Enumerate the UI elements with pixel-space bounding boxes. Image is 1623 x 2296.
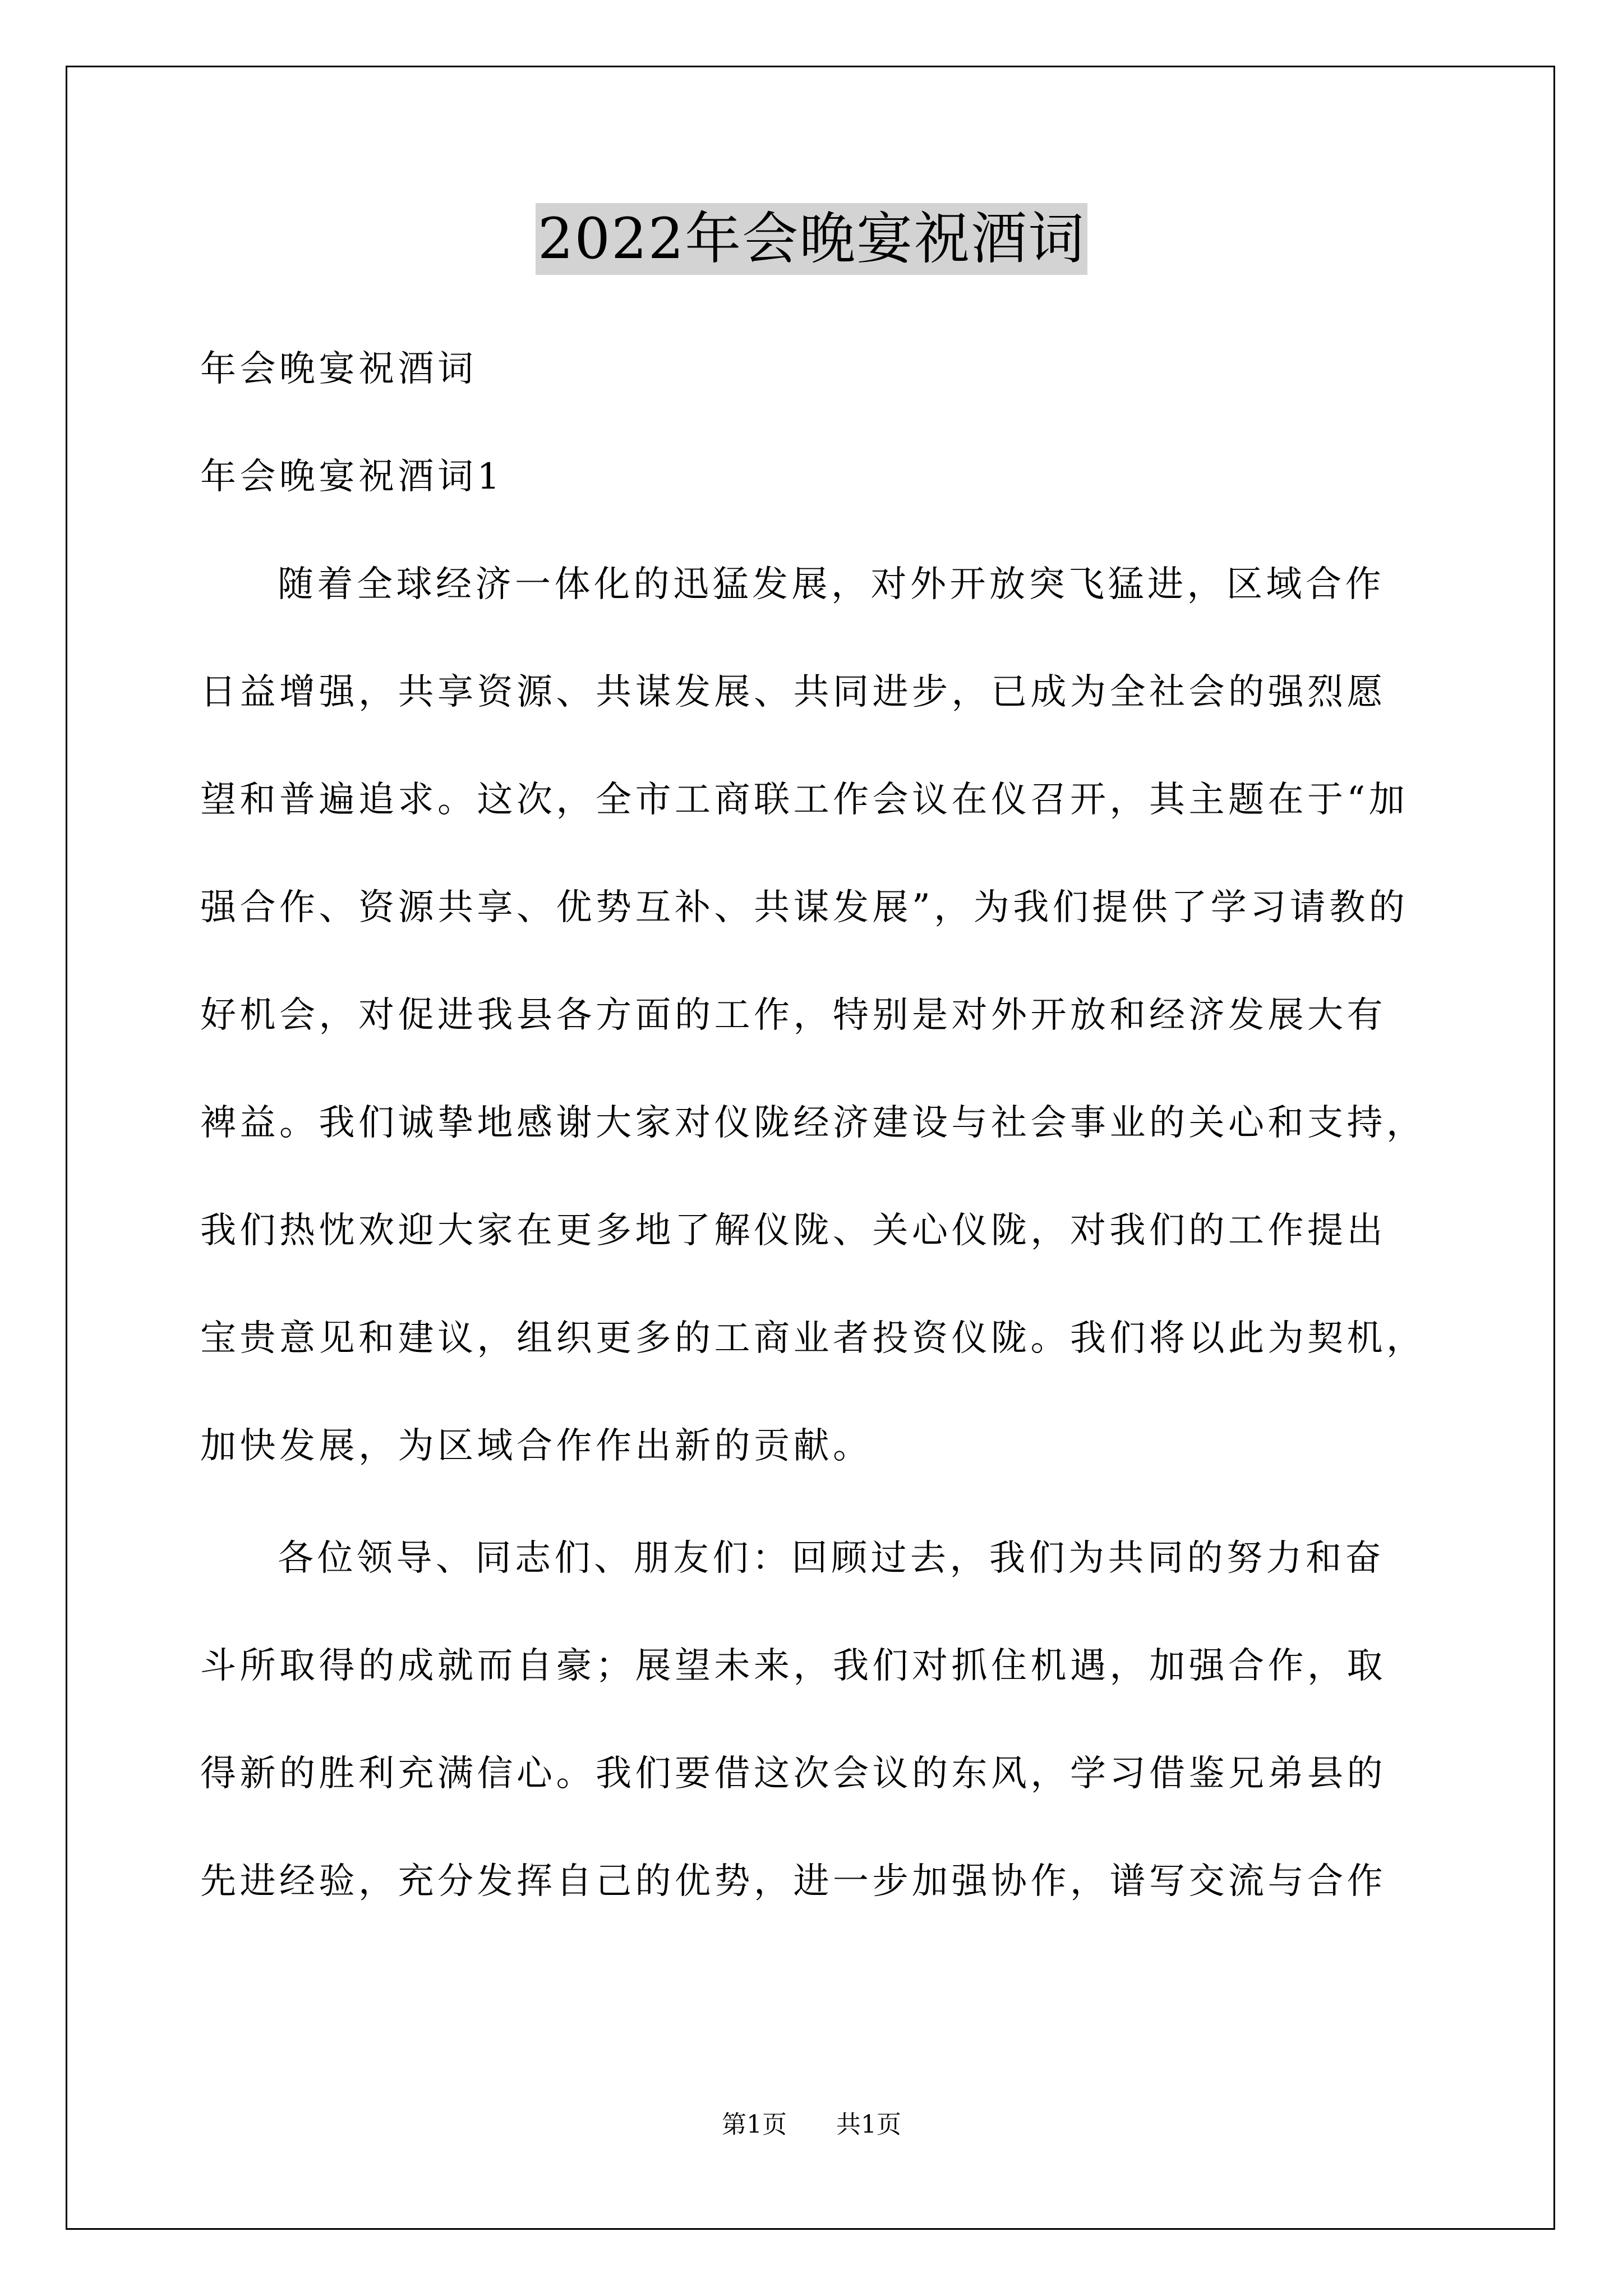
paragraph-1 <box>200 531 1433 1500</box>
title-container <box>0 203 1623 275</box>
document-body-top <box>200 315 1433 531</box>
paragraph-line: 强合作、资源共享、优势互补、共谋发展”，为我们提供了学习请教的 <box>200 887 1409 928</box>
paragraph-line: 得新的胜利充满信心。我们要借这次会议的东风，学习借鉴兄弟县的 <box>200 1753 1386 1795</box>
paragraph-line: 望和普遍追求。这次，全市工商联工作会议在仪召开，其主题在于“加 <box>200 779 1409 821</box>
page-number: 第1页 <box>722 2110 787 2139</box>
paragraph-line: 各位领导、同志们、朋友们：回顾过去，我们为共同的努力和奋 <box>278 1538 1385 1579</box>
paragraph-2 <box>200 1504 1433 1935</box>
page-total: 共1页 <box>836 2110 901 2139</box>
paragraph-line: 斗所取得的成就而自豪；展望未来，我们对抓住机遇，加强合作，取 <box>200 1645 1386 1687</box>
page-footer <box>0 2108 1623 2142</box>
paragraph-line: 日益增强，共享资源、共谋发展、共同进步，已成为全社会的强烈愿 <box>200 671 1386 713</box>
paragraph-line: 加快发展，为区域合作作出新的贡献。 <box>200 1425 873 1467</box>
section-heading: 年会晚宴祝酒词1 <box>200 456 504 498</box>
paragraph-line: 先进经验，充分发挥自己的优势，进一步加强协作，谱写交流与合作 <box>200 1861 1386 1902</box>
paragraph-line: 好机会，对促进我县各方面的工作，特别是对外开放和经济发展大有 <box>200 995 1386 1036</box>
paragraph-line: 随着全球经济一体化的迅猛发展，对外开放突飞猛进，区域合作 <box>278 564 1385 605</box>
paragraph-line: 宝贵意见和建议，组织更多的工商业者投资仪陇。我们将以此为契机， <box>200 1318 1426 1359</box>
paragraph-line: 我们热忱欢迎大家在更多地了解仪陇、关心仪陇，对我们的工作提出 <box>200 1210 1386 1251</box>
paragraph-line: 裨益。我们诚挚地感谢大家对仪陇经济建设与社会事业的关心和支持， <box>200 1102 1426 1144</box>
document-subtitle: 年会晚宴祝酒词 <box>200 348 477 390</box>
document-title: 2022年会晚宴祝酒词 <box>536 203 1088 275</box>
